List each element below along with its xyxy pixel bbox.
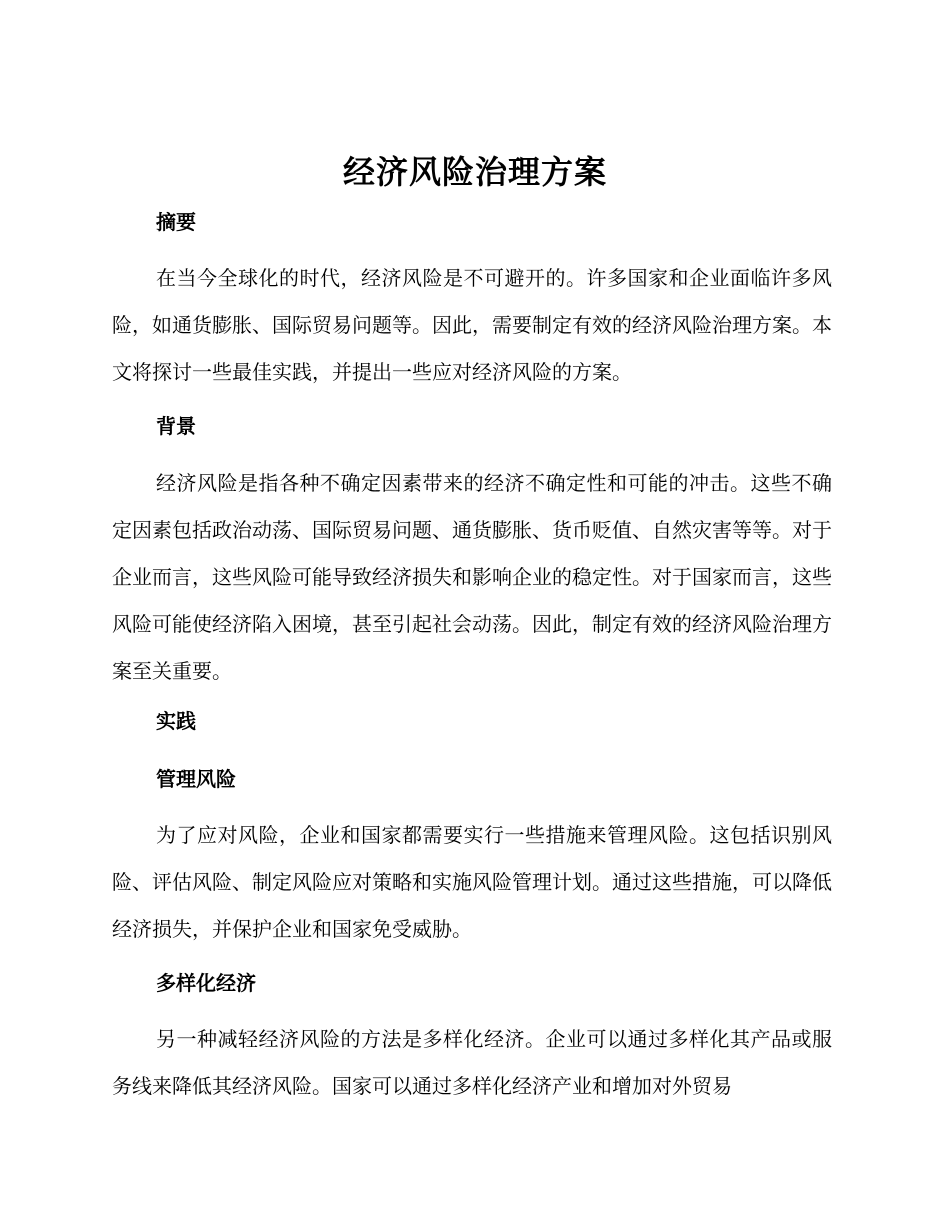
document-title: 经济风险治理方案 bbox=[342, 153, 607, 191]
section-paragraph-background: 经济风险是指各种不确定因素带来的经济不确定性和可能的冲击。这些不确定因素包括政治动荡、国际贸易问题、通货膨胀、货币贬值、自然灾害等等。对于企业而言，这些风险可能导致经济损失和影响企业的稳定性。对于国家而言，这些风险可能使经济陷入困境，甚至引起社会动荡。因此，制定有效的经济风险治理方案至关重要。 bbox=[112, 471, 832, 683]
section-heading-background: 背景 bbox=[156, 414, 196, 438]
section-heading-manage-risk: 管理风险 bbox=[156, 767, 236, 791]
section-paragraph-manage-risk: 为了应对风险，企业和国家都需要实行一些措施来管理风险。这包括识别风险、评估风险、制定风险应对策略和实施风险管理计划。通过这些措施，可以降低经济损失，并保护企业和国家免受威胁。 bbox=[112, 823, 832, 941]
section-heading-abstract: 摘要 bbox=[156, 210, 196, 234]
section-heading-practice: 实践 bbox=[156, 709, 196, 733]
section-heading-diversify-economy: 多样化经济 bbox=[156, 971, 256, 995]
section-paragraph-diversify-economy: 另一种减轻经济风险的方法是多样化经济。企业可以通过多样化其产品或服务线来降低其经济风险。国家可以通过多样化经济产业和增加对外贸易 bbox=[112, 1027, 832, 1098]
section-paragraph-abstract: 在当今全球化的时代，经济风险是不可避开的。许多国家和企业面临许多风险，如通货膨胀、国际贸易问题等。因此，需要制定有效的经济风险治理方案。本文将探讨一些最佳实践，并提出一些应对经济风险的方案。 bbox=[112, 266, 832, 384]
